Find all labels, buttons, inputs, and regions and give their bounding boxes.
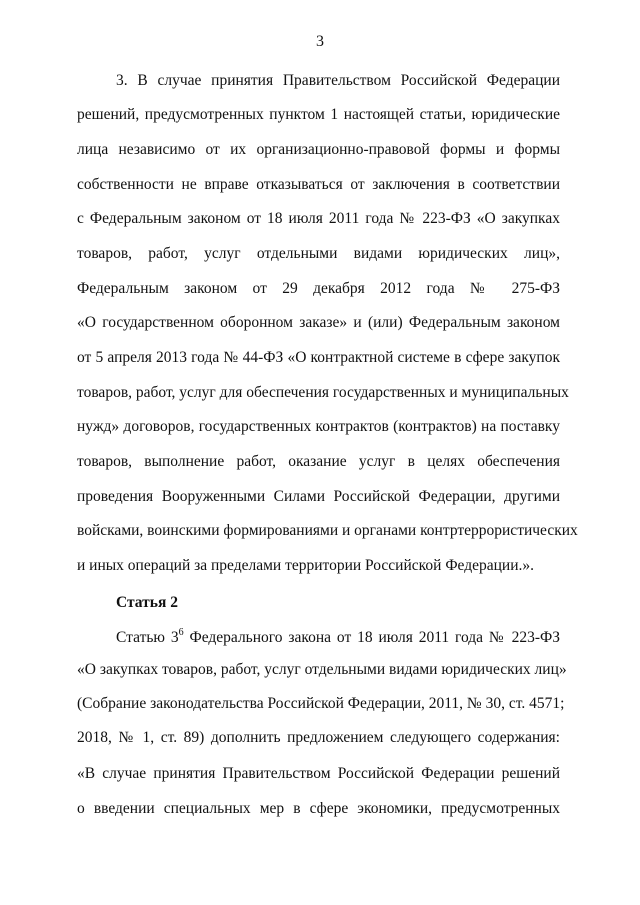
text-line: 3. В случае принятия Правительством Российской Федерации [116, 72, 560, 89]
article-heading: Статья 2 [116, 594, 178, 611]
superscript-number: 6 [178, 627, 184, 638]
text-line: «В случае принятия Правительством Российской Федерации решений [77, 765, 560, 782]
page-number: 3 [316, 33, 324, 50]
text-line: товаров, работ, услуг для обеспечения государственных и муниципальных [77, 384, 569, 401]
text-line: войсками, воинскими формированиями и органами контртеррористических [77, 522, 578, 539]
text-line: с Федеральным законом от 18 июля 2011 года № 223-ФЗ «О закупках [77, 210, 560, 227]
text-line: «О закупках товаров, работ, услуг отдельными видами юридических лиц» [77, 661, 567, 678]
text-line: лица независимо от их организационно-правовой формы и формы [77, 141, 560, 158]
text-line: и иных операций за пределами территории Российской Федерации.». [77, 557, 535, 574]
text-line: нужд» договоров, государственных контрактов (контрактов) на поставку [77, 418, 560, 435]
text-fragment: Федерального закона от 18 июля 2011 года № 223-ФЗ [183, 629, 560, 646]
text-line: товаров, работ, услуг отдельными видами юридических лиц», [77, 245, 560, 262]
text-line: «О государственном оборонном заказе» и (или) Федеральным законом [77, 314, 560, 331]
text-line: проведения Вооруженными Силами Российской Федерации, другими [77, 488, 560, 505]
text-line [116, 628, 560, 648]
text-line: товаров, выполнение работ, оказание услуг в целях обеспечения [77, 453, 560, 470]
text-line: Федеральным законом от 29 декабря 2012 года № 275-ФЗ [77, 280, 560, 297]
text-line: собственности не вправе отказываться от заключения в соответствии [77, 176, 560, 193]
text-line: о введении специальных мер в сфере экономики, предусмотренных [77, 800, 560, 817]
text-line: 2018, № 1, ст. 89) дополнить предложением следующего содержания: [77, 729, 560, 746]
text-line: (Собрание законодательства Российской Федерации, 2011, № 30, ст. 4571; [77, 695, 565, 712]
text-fragment: Статью 3 [116, 629, 179, 646]
text-line: от 5 апреля 2013 года № 44-ФЗ «О контрактной системе в сфере закупок [77, 349, 560, 366]
text-line: решений, предусмотренных пунктом 1 настоящей статьи, юридические [77, 106, 560, 123]
